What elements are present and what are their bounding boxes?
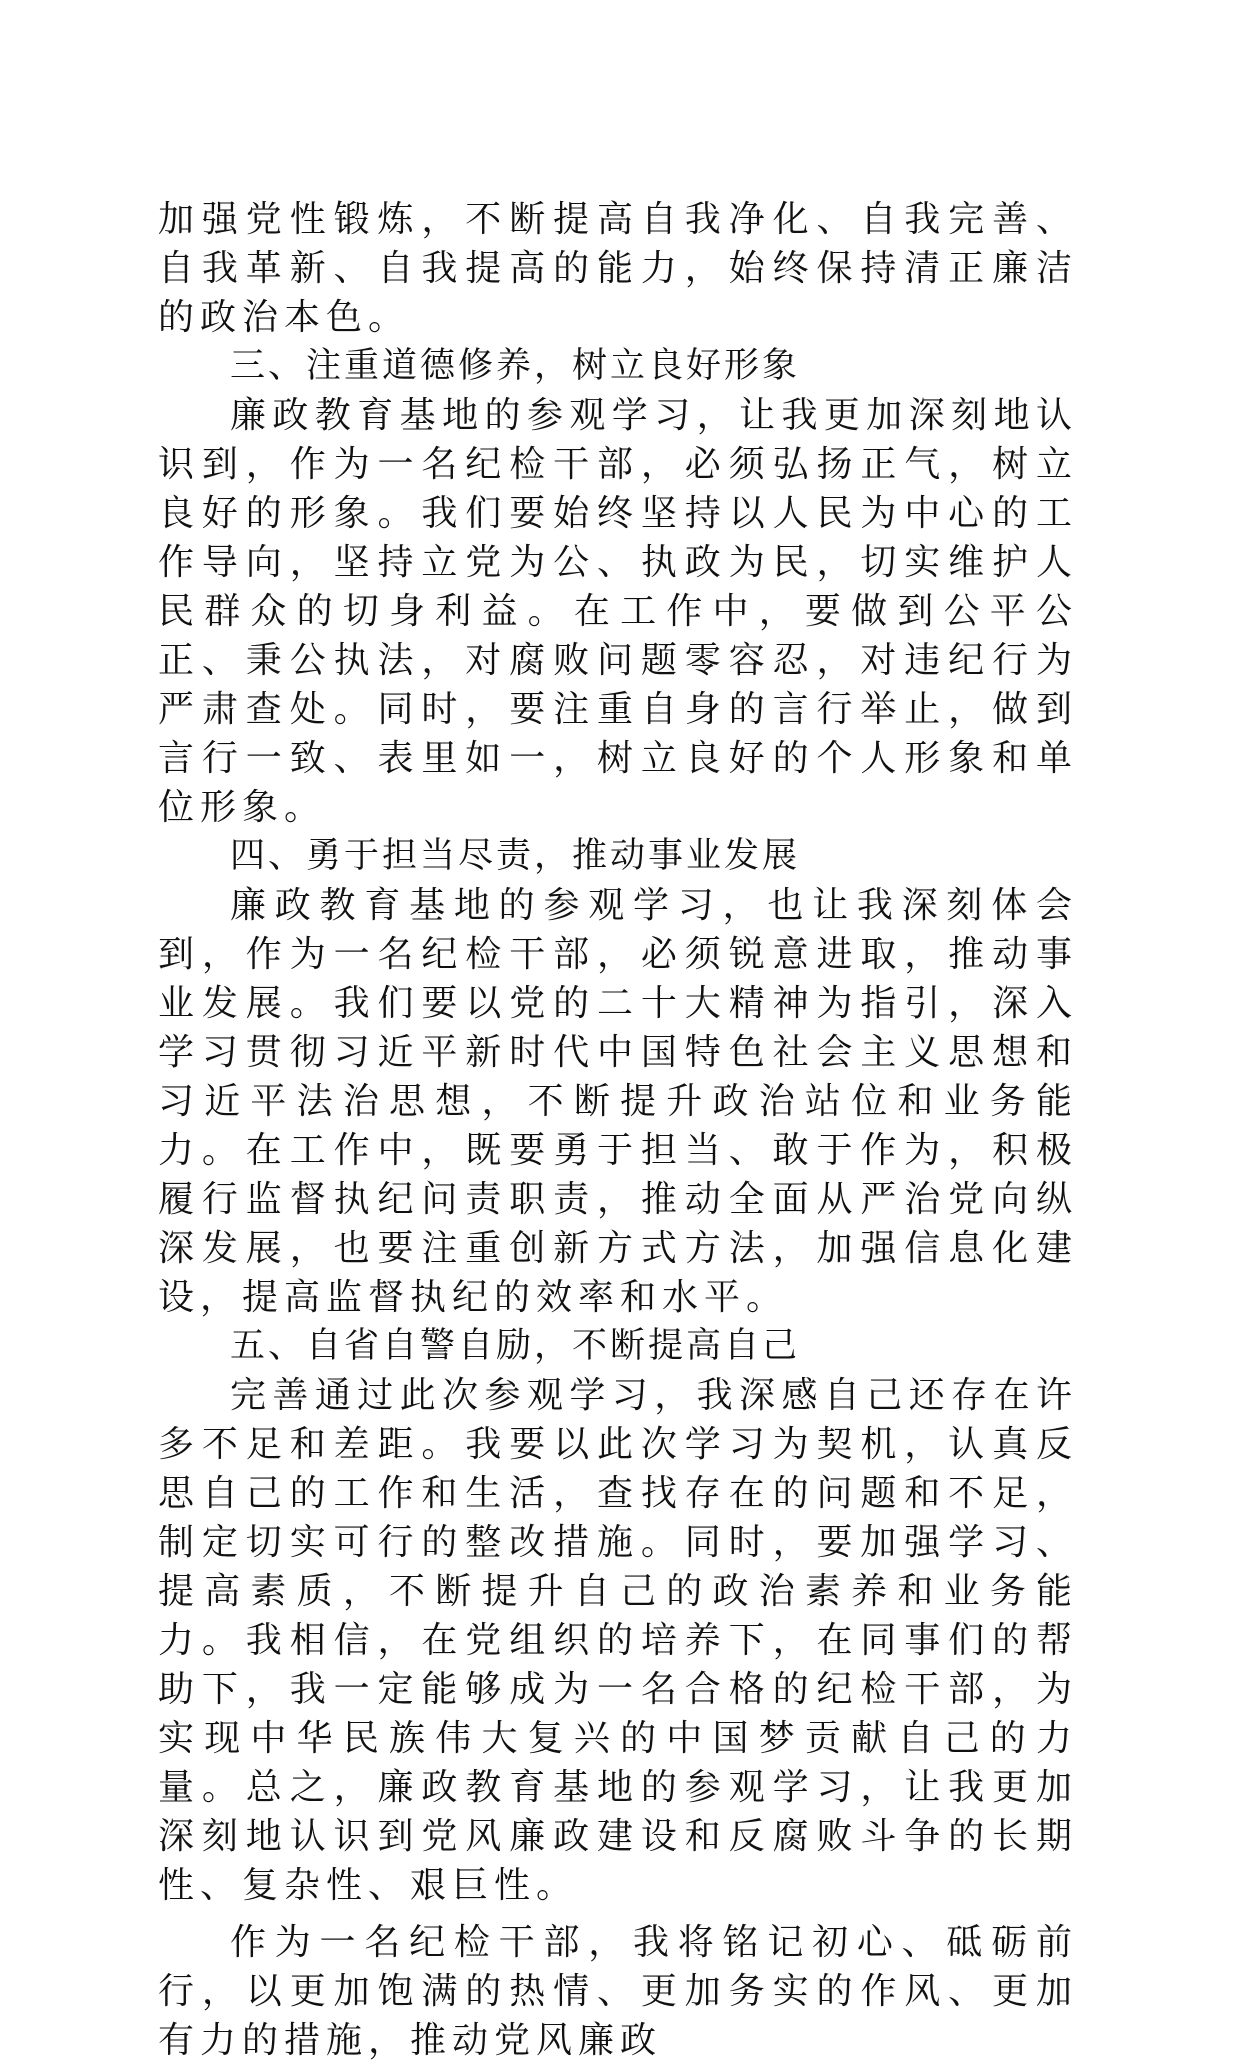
document-body [158, 195, 1078, 2065]
paragraph-closing: 作为一名纪检干部，我将铭记初心、砥砺前行，以更加饱满的热情、更加务实的作风、更加有力的措施，推动党风廉政 [158, 1922, 1078, 2061]
section-heading-4: 四、勇于担当尽责，推动事业发展 [230, 836, 801, 876]
paragraph-continuation: 加强党性锻炼，不断提高自我净化、自我完善、自我革新、自我提高的能力，始终保持清正廉洁的政治本色。 [158, 199, 1078, 338]
paragraph-section-3: 廉政教育基地的参观学习，让我更加深刻地认识到，作为一名纪检干部，必须弘扬正气，树立良好的形象。我们要始终坚持以人民为中心的工作导向，坚持立党为公、执政为民，切实维护人民群众的切身利益。在工作中，要做到公平公正、秉公执法，对腐败问题零容忍，对违纪行为严肃查处。同时，要注重自身的言行举止，做到言行一致、表里如一，树立良好的个人形象和单位形象。 [158, 395, 1078, 828]
paragraph-section-4: 廉政教育基地的参观学习，也让我深刻体会到，作为一名纪检干部，必须锐意进取，推动事业发展。我们要以党的二十大精神为指引，深入学习贯彻习近平新时代中国特色社会主义思想和习近平法治思想，不断提升政治站位和业务能力。在工作中，既要勇于担当、敢于作为，积极履行监督执纪问责职责，推动全面从严治党向纵深发展，也要注重创新方式方法，加强信息化建设，提高监督执纪的效率和水平。 [158, 885, 1078, 1318]
section-heading-3: 三、注重道德修养，树立良好形象 [230, 346, 801, 386]
paragraph-section-5: 完善通过此次参观学习，我深感自己还存在许多不足和差距。我要以此次学习为契机，认真反思自己的工作和生活，查找存在的问题和不足，制定切实可行的整改措施。同时，要加强学习、提高素质，不断提升自己的政治素养和业务能力。我相信，在党组织的培养下，在同事们的帮助下，我一定能够成为一名合格的纪检干部，为实现中华民族伟大复兴的中国梦贡献自己的力量。总之，廉政教育基地的参观学习，让我更加深刻地认识到党风廉政建设和反腐败斗争的长期性、复杂性、艰巨性。 [158, 1375, 1078, 1906]
section-heading-5: 五、自省自警自励，不断提高自己 [230, 1326, 801, 1366]
